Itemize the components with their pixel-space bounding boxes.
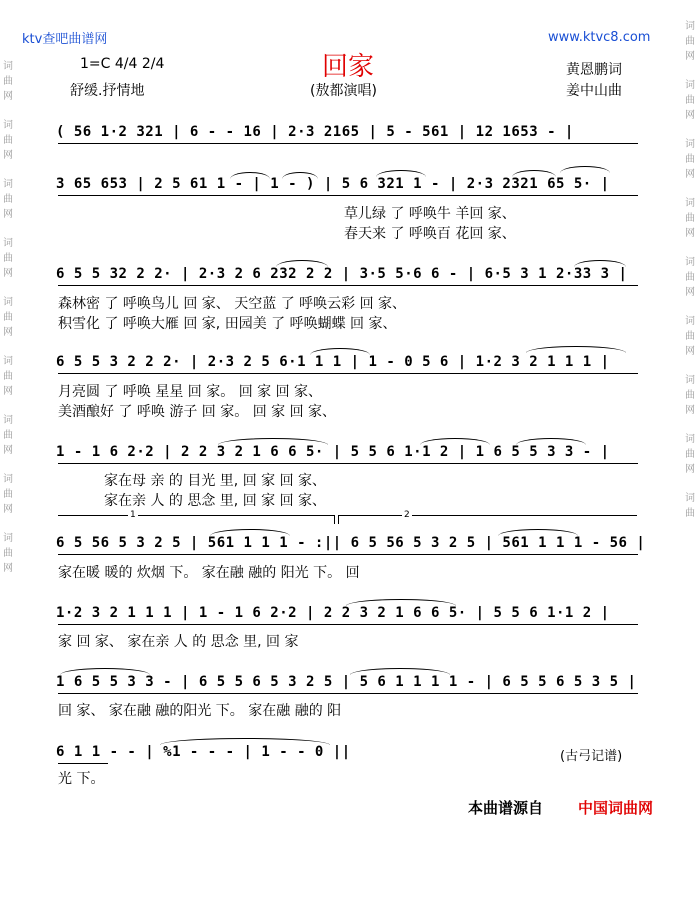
side-mark: 曲 — [685, 95, 695, 106]
side-mark: 曲 — [685, 331, 695, 342]
side-mark: 词 — [3, 474, 13, 485]
side-mark: 词 — [685, 493, 695, 504]
score-line-9: 6 1 1 - - | %1 - - - | 1 - - 0 || — [56, 744, 351, 760]
slur-mark — [60, 668, 150, 675]
side-mark: 网 — [685, 110, 695, 121]
beam-underline — [58, 463, 638, 464]
score-line-4: 6 5 5 3 2 2 2· | 2·3 2 5 6·1 1 1 | 1 - 0 5 6 | 1·2 3 2 1 1 1 | — [56, 354, 610, 370]
score-line-7: 1·2 3 2 1 1 1 | 1 - 1 6 2·2 | 2 2 3 2 1 6 6 5· | 5 5 6 1·1 2 | — [56, 605, 610, 621]
key-signature: 1=C 4/4 2/4 — [80, 56, 165, 72]
composer: 姜中山曲 — [566, 83, 622, 99]
side-mark: 词 — [3, 297, 13, 308]
lyrics-line-2-verse-1: 草儿绿 了 呼唤牛 羊回 家、 — [344, 206, 516, 222]
side-mark: 网 — [3, 91, 13, 102]
side-mark: 网 — [3, 268, 13, 279]
side-mark: 曲 — [3, 548, 13, 559]
lyrics-line-6: 家在暖 暖的 炊烟 下。 家在融 融的 阳光 下。 回 — [58, 565, 360, 581]
side-mark: 词 — [3, 179, 13, 190]
beam-underline — [58, 373, 638, 374]
score-line-3: 6 5 5 32 2 2· | 2·3 2 6 232 2 2 | 3·5 5·6 6 - | 6·5 3 1 2·33 3 | — [56, 266, 628, 282]
side-mark: 曲 — [685, 272, 695, 283]
site-link-left[interactable]: ktv查吧曲谱网 — [22, 32, 108, 47]
first-ending-number: 1 — [130, 510, 136, 520]
score-line-1: ( 56 1·2 321 | 6 - - 16 | 2·3 2165 | 5 - 561 | 12 1653 - | — [56, 124, 574, 140]
slur-mark — [282, 172, 318, 179]
side-mark: 网 — [3, 386, 13, 397]
lyrics-line-9: 光 下。 — [58, 771, 105, 787]
side-mark: 网 — [685, 464, 695, 475]
slur-mark — [346, 599, 456, 606]
tempo-marking: 舒缓.抒情地 — [70, 83, 145, 99]
lyrics-line-3-verse-1: 森林密 了 呼唤鸟儿 回 家、 天空蓝 了 呼唤云彩 回 家、 — [58, 296, 407, 312]
side-mark: 网 — [3, 327, 13, 338]
lyrics-line-7: 家 回 家、 家在亲 人 的 思念 里, 回 家 — [58, 634, 299, 650]
slur-mark — [350, 668, 450, 675]
side-mark: 词 — [685, 434, 695, 445]
slur-mark — [276, 260, 328, 267]
slur-mark — [512, 170, 556, 177]
side-mark: 网 — [685, 405, 695, 416]
side-mark: 词 — [3, 238, 13, 249]
side-mark: 曲 — [3, 489, 13, 500]
side-mark: 词 — [685, 198, 695, 209]
second-ending-number: 2 — [404, 510, 410, 520]
side-mark: 词 — [685, 316, 695, 327]
slur-mark — [516, 438, 586, 445]
side-mark: 曲 — [3, 76, 13, 87]
side-mark: 词 — [685, 139, 695, 150]
side-mark: 网 — [685, 346, 695, 357]
side-mark: 曲 — [3, 371, 13, 382]
side-mark: 曲 — [3, 312, 13, 323]
side-mark: 网 — [3, 563, 13, 574]
side-mark: 网 — [3, 150, 13, 161]
lyrics-line-2-verse-2: 春天来 了 呼唤百 花回 家、 — [344, 226, 516, 242]
slur-mark — [210, 529, 290, 536]
lyrics-line-8: 回 家、 家在融 融的阳光 下。 家在融 融的 阳 — [58, 703, 342, 719]
side-mark: 词 — [3, 533, 13, 544]
lyrics-line-5-verse-1: 家在母 亲 的 目光 里, 回 家 回 家、 — [104, 473, 327, 489]
side-mark: 曲 — [3, 430, 13, 441]
side-mark: 词 — [685, 257, 695, 268]
right-watermark-column — [684, 20, 696, 865]
side-mark: 网 — [3, 209, 13, 220]
side-mark: 曲 — [685, 213, 695, 224]
source-site-link[interactable]: 中国词曲网 — [578, 799, 654, 817]
side-mark: 网 — [685, 228, 695, 239]
side-mark: 词 — [3, 120, 13, 131]
left-watermark-column — [2, 60, 14, 905]
side-mark: 曲 — [685, 508, 695, 519]
side-mark: 词 — [3, 61, 13, 72]
side-mark: 曲 — [685, 390, 695, 401]
lyrics-line-4-verse-1: 月亮圆 了 呼唤 星星 回 家。 回 家 回 家、 — [58, 384, 323, 400]
side-mark: 曲 — [685, 154, 695, 165]
slur-mark — [574, 260, 626, 267]
side-mark: 曲 — [3, 194, 13, 205]
side-mark: 网 — [685, 169, 695, 180]
slur-mark — [526, 346, 626, 353]
lyrics-line-3-verse-2: 积雪化 了 呼唤大雁 回 家, 田园美 了 呼唤蝴蝶 回 家、 — [58, 316, 397, 332]
side-mark: 词 — [3, 356, 13, 367]
beam-underline — [58, 195, 638, 196]
slur-mark — [160, 738, 330, 745]
side-mark: 曲 — [3, 253, 13, 264]
beam-underline — [58, 285, 638, 286]
beam-underline — [58, 143, 638, 144]
side-mark: 词 — [685, 80, 695, 91]
score-line-2: 3 65 653 | 2 5 61 1 - | 1 - ) | 5 6 321 1 - | 2·3 2321 65 5· | — [56, 176, 610, 192]
score-line-8: 1 6 5 5 3 3 - | 6 5 5 6 5 3 2 5 | 5 6 1 1 1 1 - | 6 5 5 6 5 3 5 | — [56, 674, 637, 690]
song-title: 回家 — [322, 52, 375, 82]
slur-mark — [420, 438, 490, 445]
side-mark: 词 — [685, 21, 695, 32]
score-line-5: 1 - 1 6 2·2 | 2 2 3 2 1 6 6 5· | 5 5 6 1·1 2 | 1 6 5 5 3 3 - | — [56, 444, 610, 460]
side-mark: 曲 — [685, 449, 695, 460]
side-mark: 网 — [685, 287, 695, 298]
lyrics-line-5-verse-2: 家在亲 人 的 思念 里, 回 家 回 家、 — [104, 493, 327, 509]
second-ending-bracket — [338, 515, 637, 524]
beam-underline — [58, 763, 108, 764]
beam-underline — [58, 554, 638, 555]
slur-mark — [218, 438, 328, 445]
lyricist: 黄恩鹏词 — [566, 62, 622, 78]
lyrics-line-4-verse-2: 美酒酿好 了 呼唤 游子 回 家。 回 家 回 家、 — [58, 404, 337, 420]
source-label: 本曲谱源自 — [468, 799, 544, 817]
side-mark: 曲 — [685, 36, 695, 47]
side-mark: 词 — [3, 415, 13, 426]
slur-mark — [230, 172, 270, 179]
beam-underline — [58, 624, 638, 625]
slur-mark — [310, 348, 370, 355]
performer: (敖都演唱) — [310, 83, 377, 99]
notation-credit: (古弓记谱) — [560, 749, 623, 764]
side-mark: 网 — [3, 504, 13, 515]
site-link-right[interactable]: www.ktvc8.com — [548, 30, 651, 45]
score-line-6: 6 5 56 5 3 2 5 | 561 1 1 1 - :|| 6 5 56 5 3 2 5 | 561 1 1 1 - 56 | — [56, 535, 646, 551]
first-ending-bracket — [58, 515, 335, 524]
slur-mark — [560, 166, 610, 173]
slur-mark — [376, 170, 426, 177]
side-mark: 网 — [685, 51, 695, 62]
side-mark: 词 — [685, 375, 695, 386]
slur-mark — [498, 529, 578, 536]
side-mark: 曲 — [3, 135, 13, 146]
side-mark: 网 — [3, 445, 13, 456]
beam-underline — [58, 693, 638, 694]
